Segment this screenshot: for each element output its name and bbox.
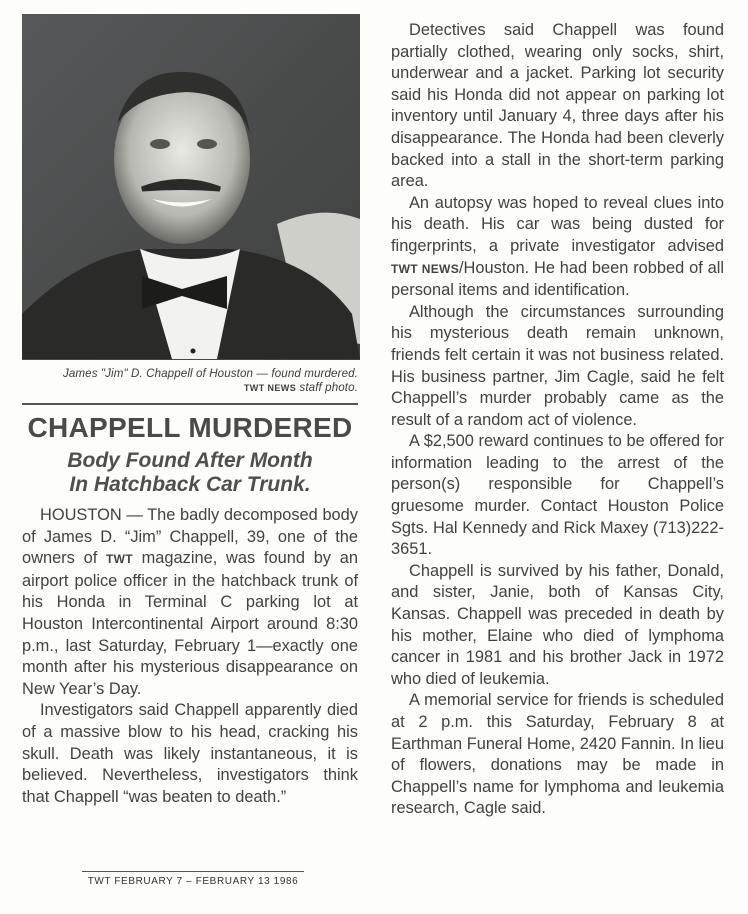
credit-publication: TWT NEWS xyxy=(243,383,297,393)
article-paragraph xyxy=(391,431,724,561)
article-headline: CHAPPELL MURDERED xyxy=(27,412,353,443)
article-subhead xyxy=(22,449,358,497)
paragraph-text: /Houston. He had been robbed of all personal items and identification. xyxy=(391,258,724,300)
paragraph-text: Investigators said Chappell apparently died of a massive blow to his head, cracking his skull. Death was likely instantaneous, it is believed. Nevertheless, investigators think that Chappell “was beaten to death.” xyxy=(22,701,358,806)
photo-caption xyxy=(22,367,358,395)
page-footer: TWT FEBRUARY 7 – FEBRUARY 13 1986 xyxy=(82,871,304,887)
article-body-right xyxy=(391,20,724,820)
credit-suffix: staff photo. xyxy=(296,381,358,394)
article-body-left xyxy=(22,505,358,808)
paragraph-text: A memorial service for friends is scheduled at 2 p.m. this Saturday, February 8 at Earthman Funeral Home, 2420 Fannin. In lieu of flowers, donations may be made in Chappell’s name for lymphoma and leukemia research, Cagle said. xyxy=(391,691,724,818)
divider xyxy=(22,403,358,405)
subhead-line-2: In Hatchback Car Trunk. xyxy=(69,473,311,496)
right-column xyxy=(391,20,724,820)
article-paragraph xyxy=(22,700,358,808)
paragraph-text: Chappell is survived by his father, Donald, and sister, Janie, both of Kansas City, Kansas. Chappell was preceded in death by his mother, Elaine who died of lymphoma cancer in 1981 and his brother Jack in 1972 who died of leukemia. xyxy=(391,561,724,688)
portrait-illustration xyxy=(22,14,360,360)
article-paragraph xyxy=(391,302,724,432)
paragraph-text: Detectives said Chappell was found partially clothed, wearing only socks, shirt, underwear and a jacket. Parking lot security said his Honda did not appear on parking lot inventory until January 4, three days after his disappearance. The Honda had been cleverly backed into a stall in the short-term parking area. xyxy=(391,21,724,191)
article-paragraph xyxy=(391,20,724,193)
portrait-photo xyxy=(22,14,360,360)
paragraph-text: An autopsy was hoped to reveal clues into his death. His car was being dusted for fingerprints, a private investigator advised xyxy=(391,193,724,255)
photo-credit xyxy=(22,381,358,395)
paragraph-text: Although the circumstances surrounding his mysterious death remain unknown, friends felt certain it was not business related. His business partner, Jim Cagle, said he felt Chappell’s murder probably came as the result of a random act of violence. xyxy=(391,302,724,429)
article-paragraph xyxy=(391,690,724,820)
subhead-line-1: Body Found After Month xyxy=(67,449,313,472)
paragraph-text: magazine, was found by an airport police officer in the hatchback trunk of his Honda in Terminal C parking lot at Houston Intercontinental Airport around 8:30 p.m., last Saturday, February 1—exactly one month after his mysterious disappearance on New Year’s Day. xyxy=(22,549,358,698)
left-column xyxy=(22,14,358,808)
caption-text: James "Jim" D. Chappell of Houston — found murdered. xyxy=(62,367,358,380)
paragraph-text: HOUSTON — The badly decomposed body of James D. “Jim” Chappell, 39, one of the owners of xyxy=(22,506,358,568)
publication-name: TWT xyxy=(106,552,133,567)
publication-name: TWT NEWS xyxy=(391,261,459,276)
article-paragraph xyxy=(391,561,724,691)
article-paragraph xyxy=(391,193,724,302)
paragraph-text: A $2,500 reward continues to be offered for information leading to the arrest of the person(s) responsible for Chappell’s gruesome murder. Contact Houston Police Sgts. Hal Kennedy and Rick Maxey (713)222-3651. xyxy=(391,432,724,559)
article-paragraph xyxy=(22,505,358,700)
